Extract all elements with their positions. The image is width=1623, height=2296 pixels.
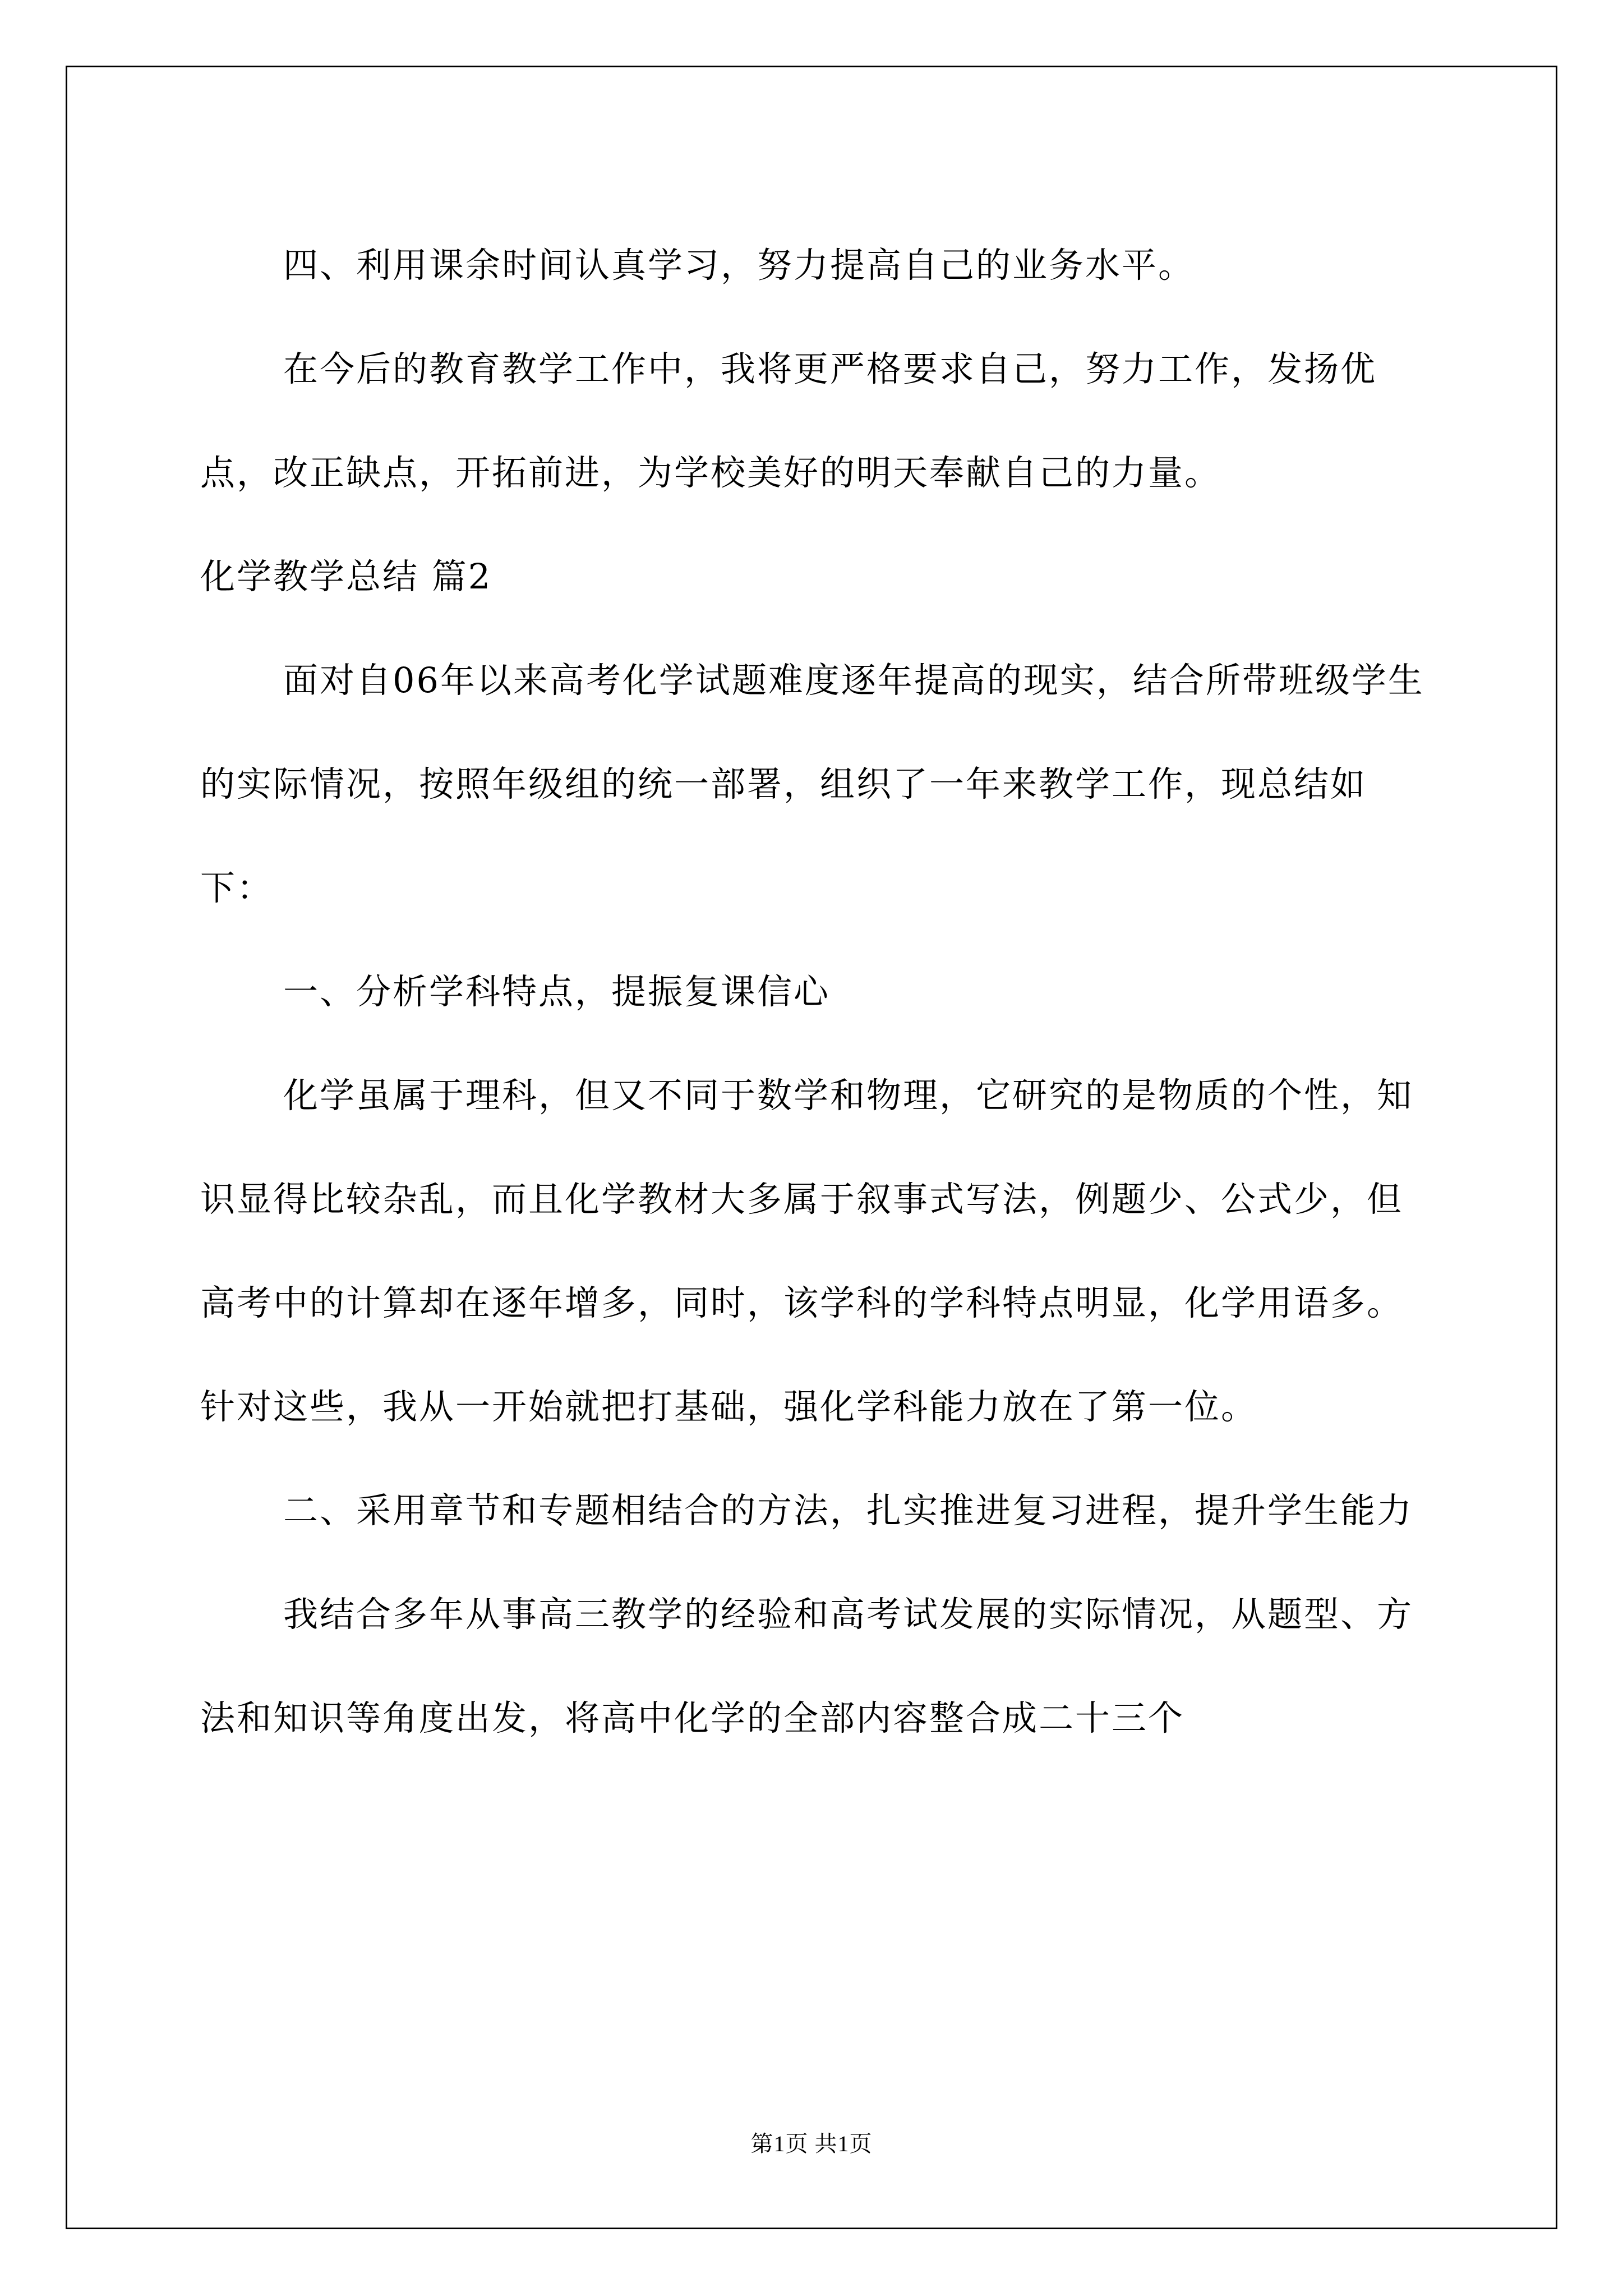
paragraph-subject-features: 化学虽属于理科，但又不同于数学和物理，它研究的是物质的个性，知识显得比较杂乱，而且化学教材大多属于叙事式写法，例题少、公式少，但高考中的计算却在逐年增多，同时，该学科的学科特点明显，化学用语多。针对这些，我从一开始就把打基础，强化学科能力放在了第一位。: [200, 1075, 1414, 1427]
paragraph-future-work: 在今后的教育教学工作中，我将更严格要求自己，努力工作，发扬优点，改正缺点，开拓前进，为学校美好的明天奉献自己的力量。: [200, 348, 1377, 493]
paragraph-point-one: 一、分析学科特点，提振复课信心: [283, 971, 831, 1012]
section-heading: 化学教学总结 篇2: [200, 556, 492, 597]
paragraph-review-method: 我结合多年从事高三教学的经验和高考试发展的实际情况，从题型、方法和知识等角度出发，将高中化学的全部内容整合成二十三个: [200, 1594, 1414, 1738]
paragraph-section-four: 四、利用课余时间认真学习，努力提高自己的业务水平。: [283, 245, 1195, 286]
paragraph-intro: 面对自06年以来高考化学试题难度逐年提高的现实，结合所带班级学生的实际情况，按照年级组的统一部署，组织了一年来教学工作，现总结如下：: [200, 660, 1424, 908]
page-footer: 第1页 共1页: [750, 2131, 873, 2156]
document-body: [200, 213, 1434, 1770]
paragraph-point-two: 二、采用章节和专题相结合的方法，扎实推进复习进程，提升学生能力: [283, 1490, 1414, 1531]
